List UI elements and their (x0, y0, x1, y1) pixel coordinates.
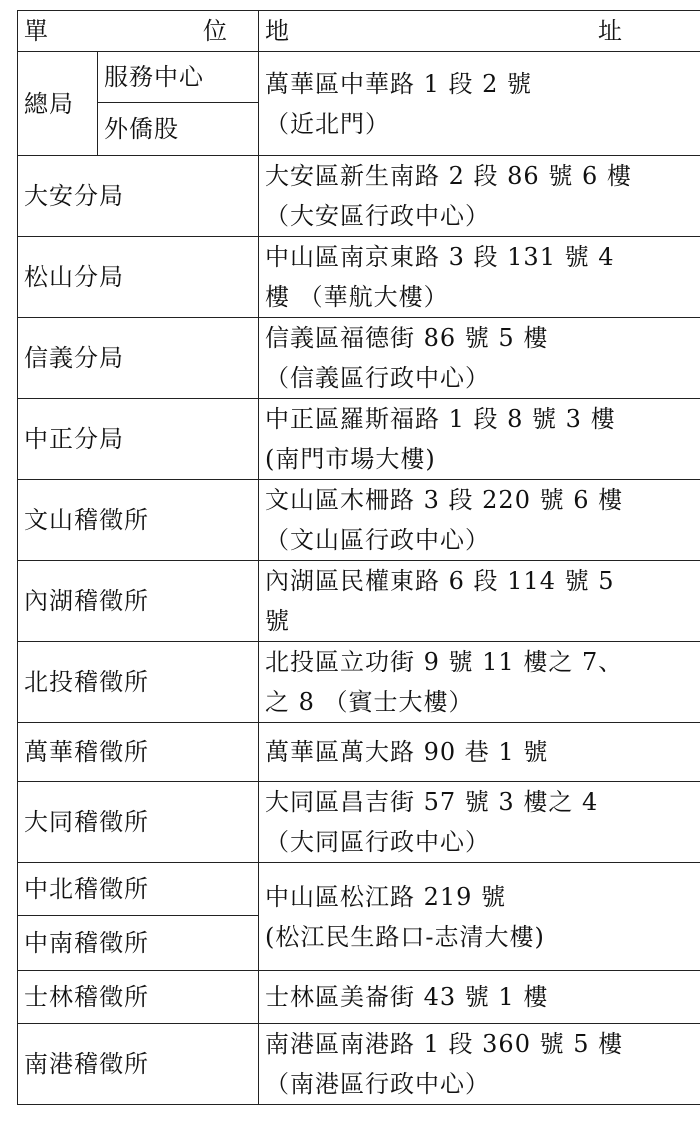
shared-address (259, 863, 700, 971)
header-address-char-1: 地 (265, 17, 290, 45)
address-line: （近北門） (265, 109, 390, 138)
address-line: (松江民生路口-志清大樓) (265, 922, 545, 951)
address-line: 中正區羅斯福路 1 段 8 號 3 樓 (265, 405, 616, 433)
unit-name: 北投稽徵所 (18, 642, 259, 723)
address-line: 大安區新生南路 2 段 86 號 6 樓 (265, 162, 632, 190)
unit-name: 中正分局 (18, 399, 259, 480)
address-line: 號 (265, 607, 290, 635)
address-line: 大同區昌吉街 57 號 3 樓之 4 (265, 788, 599, 816)
unit-address (259, 318, 700, 399)
address-line: （大安區行政中心） (265, 202, 490, 230)
table-row (18, 480, 700, 561)
unit-name: 中北稽徵所 (18, 863, 259, 916)
table-row (18, 642, 700, 723)
address-line: 中山區南京東路 3 段 131 號 4 (265, 243, 615, 271)
address-line: 南港區南港路 1 段 360 號 5 樓 (265, 1030, 624, 1058)
unit-address (259, 1024, 700, 1105)
unit-name: 松山分局 (18, 237, 259, 318)
table-row (18, 318, 700, 399)
address-line: 北投區立功街 9 號 11 樓之 7、 (265, 648, 624, 676)
address-line: 萬華區中華路 1 段 2 號 (265, 69, 533, 98)
unit-name: 士林稽徵所 (18, 971, 259, 1024)
table-row (18, 399, 700, 480)
address-line: 萬華區萬大路 90 巷 1 號 (265, 738, 549, 766)
table-header-row (18, 11, 700, 52)
unit-name: 文山稽徵所 (18, 480, 259, 561)
table-row-shared-1 (18, 863, 700, 916)
table-row (18, 723, 700, 782)
unit-address (259, 971, 700, 1024)
address-line: 之 8 （賓士大樓） (265, 688, 474, 716)
address-line: （信義區行政中心） (265, 364, 490, 392)
unit-address (259, 237, 700, 318)
header-unit-char-1: 單 (24, 17, 49, 45)
address-line: （大同區行政中心） (265, 828, 490, 856)
unit-name: 中南稽徵所 (18, 916, 259, 971)
address-line: 士林區美崙街 43 號 1 樓 (265, 983, 549, 1011)
unit-name: 南港稽徵所 (18, 1024, 259, 1105)
unit-address (259, 723, 700, 782)
address-line: 文山區木柵路 3 段 220 號 6 樓 (265, 486, 624, 514)
table-row-head-office-1 (18, 52, 700, 103)
head-office-address (259, 52, 700, 156)
unit-address (259, 561, 700, 642)
sub-unit-service-center: 服務中心 (98, 52, 259, 103)
unit-name: 內湖稽徵所 (18, 561, 259, 642)
header-address (259, 11, 700, 52)
unit-address (259, 642, 700, 723)
table-row (18, 782, 700, 863)
unit-name: 萬華稽徵所 (18, 723, 259, 782)
unit-address (259, 156, 700, 237)
unit-name: 大安分局 (18, 156, 259, 237)
table-row (18, 237, 700, 318)
table-row (18, 971, 700, 1024)
address-line: 樓 （華航大樓） (265, 283, 449, 311)
unit-address (259, 782, 700, 863)
table-row (18, 561, 700, 642)
address-line: 內湖區民權東路 6 段 114 號 5 (265, 567, 615, 595)
address-line: 信義區福德街 86 號 5 樓 (265, 324, 549, 352)
table-row (18, 1024, 700, 1105)
header-unit-char-2: 位 (203, 17, 228, 45)
header-unit (18, 11, 259, 52)
sub-unit-foreigner-section: 外僑股 (98, 103, 259, 156)
unit-address (259, 399, 700, 480)
office-address-table (17, 10, 700, 1105)
head-office-label: 總局 (18, 52, 98, 156)
unit-name: 大同稽徵所 (18, 782, 259, 863)
address-line: 中山區松江路 219 號 (265, 882, 507, 911)
address-line: （南港區行政中心） (265, 1070, 490, 1098)
unit-name: 信義分局 (18, 318, 259, 399)
header-address-char-2: 址 (598, 17, 623, 45)
address-line: （文山區行政中心） (265, 526, 490, 554)
table-row (18, 156, 700, 237)
unit-address (259, 480, 700, 561)
address-line: (南門市場大樓) (265, 445, 436, 473)
